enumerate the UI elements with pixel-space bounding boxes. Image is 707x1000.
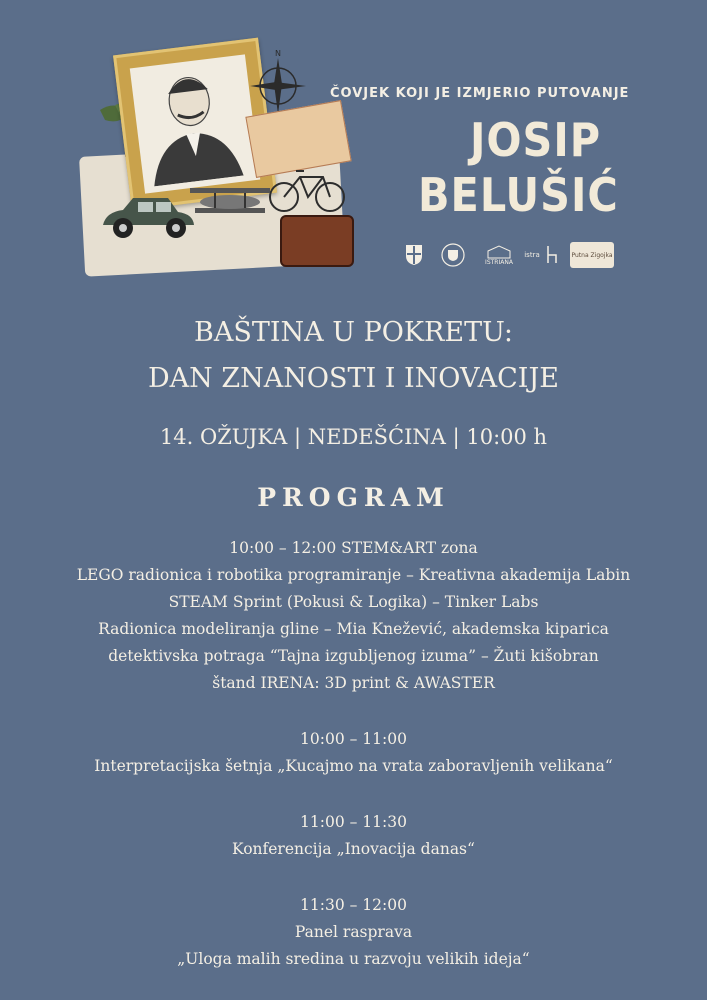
portrait-illustration (130, 55, 254, 188)
program-block-panel (0, 892, 707, 973)
round-seal-logo (440, 242, 466, 268)
program-time: 11:00 – 11:30 (300, 813, 407, 831)
suitcase-icon (280, 215, 354, 267)
heritage-collage (80, 40, 370, 280)
bicycle-icon (268, 165, 348, 219)
program-block-conference (0, 809, 707, 863)
program-line: Radionica modeliranja gline – Mia Knežević, akademska kiparica (98, 620, 609, 638)
badge-logo (570, 242, 614, 268)
name-first: JOSIP (470, 113, 602, 167)
program-line: štand IRENA: 3D print & AWASTER (212, 674, 495, 692)
partner-logos (404, 240, 624, 274)
program-line: 10:00 – 12:00 STEM&ART zona (229, 539, 478, 557)
program-line: Panel rasprava (294, 923, 413, 941)
shield-logo (404, 242, 424, 268)
program-time: 10:00 – 11:00 (300, 730, 407, 748)
subtitle: ČOVJEK KOJI JE IZMJERIO PUTOVANJE (330, 86, 630, 101)
badge-label: Putna Zigojka (571, 251, 613, 259)
event-title-line1: BAŠTINA U POKRETU: (194, 317, 513, 348)
program-line: „Uloga malih sredina u razvoju velikih ideja“ (177, 950, 530, 968)
istra-label: istra (524, 251, 540, 259)
program-line: Konferencija „Inovacija danas“ (232, 840, 475, 858)
vintage-car-icon (98, 190, 198, 249)
name-last: BELUŠIĆ (418, 168, 619, 222)
program-line: LEGO radionica i robotika programiranje – Kreativna akademija Labin (76, 566, 631, 584)
program-line: Interpretacijska šetnja „Kucajmo na vrata zaboravljenih velikana“ (94, 757, 613, 775)
program-time: 11:30 – 12:00 (300, 896, 407, 914)
istria-building-logo (482, 242, 516, 268)
program-heading: PROGRAM (257, 483, 450, 512)
event-title-line2: DAN ZNANOSTI I INOVACIJE (148, 363, 559, 394)
event-date-line: 14. OŽUJKA | NEDEŠĆINA | 10:00 h (159, 425, 548, 449)
program-line: STEAM Sprint (Pokusi & Logika) – Tinker Labs (168, 593, 539, 611)
svg-text:N: N (275, 49, 281, 58)
program-line: detektivska potraga “Tajna izgubljenog izuma” – Žuti kišobran (108, 647, 599, 665)
biplane-icon (185, 180, 275, 234)
program-block-stem (0, 535, 707, 697)
program-block-walk (0, 726, 707, 780)
istra-logo (522, 242, 542, 268)
istria-building-label: ISTRIANA (485, 258, 513, 266)
chair-logo (544, 242, 560, 268)
